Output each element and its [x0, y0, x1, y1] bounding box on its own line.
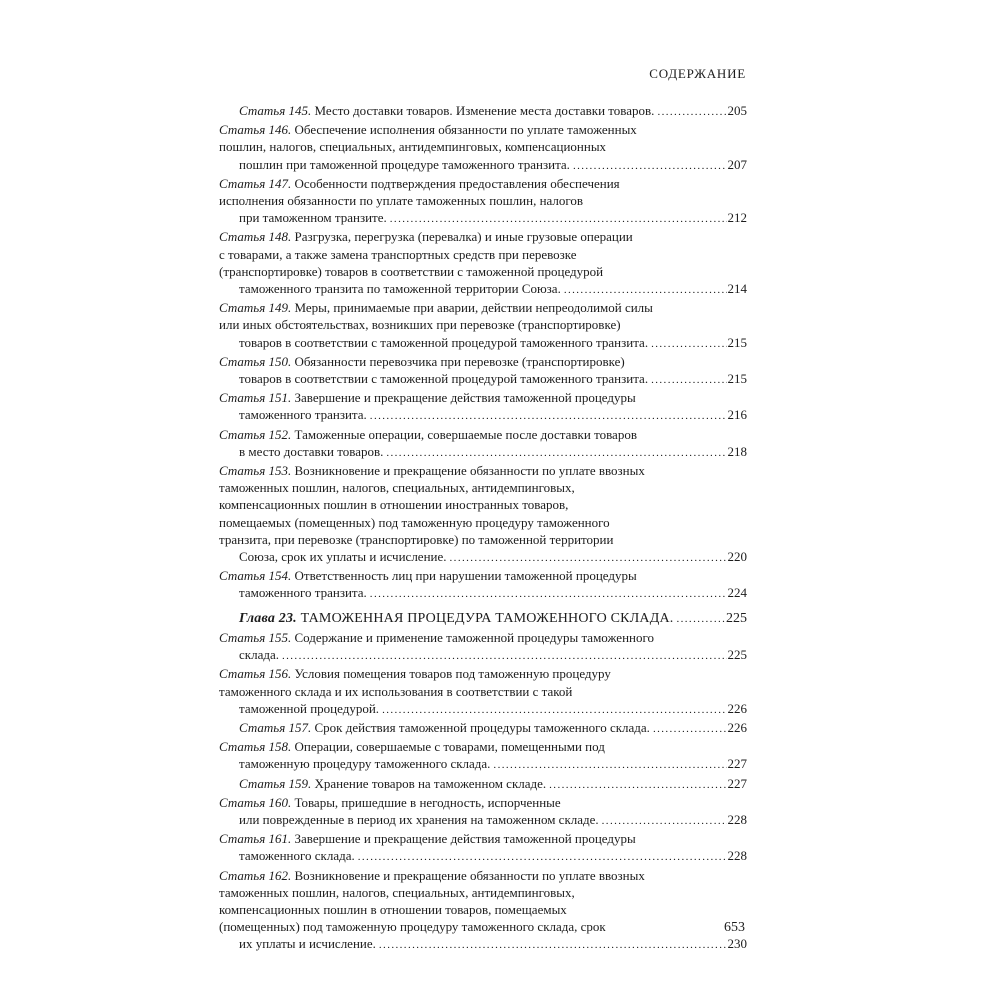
entry-title-text: компенсационных пошлин в отношении иностранных товаров, [219, 497, 569, 513]
entry-title-text: Содержание и применение таможенной процедуры таможенного [294, 629, 654, 645]
toc-entry-line [239, 334, 747, 353]
entry-page-number: 226 [727, 700, 747, 716]
dot-leader [651, 372, 726, 389]
toc-entry [219, 738, 747, 774]
entry-title-text: товаров в соответствии с таможенной процедурой таможенного транзита. [239, 371, 649, 387]
toc-entry-line [239, 847, 747, 866]
dot-leader [564, 282, 727, 299]
article-label: Статья 150. [219, 353, 292, 369]
entry-title-text: таможенных пошлин, налогов, специальных, антидемпинговых, [219, 480, 575, 496]
toc-chapter-entry [219, 610, 747, 628]
entry-title-text: таможенной процедурой. [239, 700, 380, 716]
entry-title-text: Таможенные операции, совершаемые после доставки товаров [294, 426, 637, 442]
entry-page-number: 227 [727, 756, 747, 772]
toc-entry-line [239, 280, 747, 299]
toc-entry-line [239, 610, 747, 628]
entry-page-number: 225 [726, 610, 747, 626]
entry-page-number: 228 [727, 811, 747, 827]
article-label: Статья 158. [219, 739, 292, 755]
toc-entry-line [219, 389, 747, 406]
toc-entry-line [239, 209, 747, 228]
entry-title-text: (транспортировке) товаров в соответствии с таможенной процедурой [219, 263, 604, 279]
dot-leader [382, 702, 726, 719]
entry-title-text: в место доставки товаров. [239, 443, 384, 459]
entry-title-text: с товарами, а также замена транспортных средств при перевозке [219, 246, 577, 262]
dot-leader [493, 757, 726, 774]
article-label: Статья 155. [219, 629, 292, 645]
article-label: Статья 153. [219, 463, 292, 479]
toc-entry-line [239, 584, 747, 603]
toc-entry-line [219, 867, 747, 884]
toc-entry-line [219, 531, 747, 548]
entry-page-number: 227 [727, 775, 747, 791]
toc-entry-line [219, 514, 747, 531]
entry-title-text: Меры, принимаемые при аварии, действии непреодолимой силы [294, 300, 653, 316]
toc-entry-line [219, 316, 747, 333]
entry-title-text: товаров в соответствии с таможенной процедурой таможенного транзита. [239, 334, 649, 350]
toc-entry-line [219, 299, 747, 316]
dot-leader [386, 445, 726, 462]
toc-entry-line [239, 719, 747, 738]
entry-title-text: Завершение и прекращение действия таможенной процедуры [294, 831, 636, 847]
entry-title-text: при таможенном транзите. [239, 210, 387, 226]
toc-entry [219, 175, 747, 229]
dot-leader [651, 336, 726, 353]
entry-title-text: Обязанности перевозчика при перевозке (транспортировке) [294, 353, 625, 369]
article-label: Статья 145. [239, 103, 312, 118]
entry-page-number: 225 [727, 647, 747, 663]
toc-entry [219, 719, 747, 738]
toc-entry [219, 102, 747, 121]
toc-entry-line [239, 755, 747, 774]
toc-entry [219, 567, 747, 603]
entry-title-text: Завершение и прекращение действия таможенной процедуры [294, 390, 636, 406]
entry-title-text: Хранение товаров на таможенном складе. [314, 775, 547, 791]
chapter-label: Глава 23. [239, 610, 297, 626]
entry-page-number: 214 [727, 281, 747, 297]
toc-entry [219, 228, 747, 299]
article-label: Статья 162. [219, 867, 292, 883]
toc-entry-line [239, 935, 747, 954]
entry-page-number: 230 [727, 936, 747, 952]
toc-entry [219, 775, 747, 794]
dot-leader [676, 611, 725, 628]
toc-entry-line [219, 426, 747, 443]
dot-leader [370, 408, 727, 425]
dot-leader [358, 849, 727, 866]
entry-title-text: Разгрузка, перегрузка (перевалка) и иные грузовые операции [294, 229, 633, 245]
toc-entry-line [239, 102, 747, 121]
entry-title-text: компенсационных пошлин в отношении товаров, помещаемых [219, 901, 567, 917]
entry-title-text: таможенного транзита. [239, 407, 367, 423]
entry-page-number: 205 [727, 103, 747, 118]
entry-page-number: 216 [727, 407, 747, 423]
entry-title-text: Особенности подтверждения предоставления обеспечения [294, 175, 620, 191]
entry-title-text: таможенного склада. [239, 848, 355, 864]
entry-title-text: Возникновение и прекращение обязанности по уплате ввозных [294, 867, 645, 883]
entry-title-text: пошлин при таможенной процедуре таможенного транзита. [239, 156, 570, 172]
entry-title-text: помещаемых (помещенных) под таможенную процедуру таможенного [219, 514, 610, 530]
dot-leader [573, 158, 727, 175]
toc-entry-line [239, 775, 747, 794]
entry-page-number: 207 [727, 156, 747, 172]
toc-entry-line [239, 700, 747, 719]
entry-page-number: 228 [727, 848, 747, 864]
toc-entry-line [219, 479, 747, 496]
article-label: Статья 149. [219, 300, 292, 316]
toc-entry-line [219, 683, 747, 700]
toc-entry-line [219, 263, 747, 280]
toc-entry-line [219, 496, 747, 513]
dot-leader [549, 777, 726, 794]
entry-title-text: ТАМОЖЕННАЯ ПРОЦЕДУРА ТАМОЖЕННОГО СКЛАДА. [300, 610, 674, 626]
toc-entry [219, 389, 747, 425]
toc-entry-line [239, 443, 747, 462]
table-of-contents [219, 102, 747, 955]
toc-entry [219, 629, 747, 665]
toc-entry-line [219, 567, 747, 584]
entry-title-text: Союза, срок их уплаты и исчисление. [239, 549, 447, 565]
dot-leader [390, 211, 727, 228]
article-label: Статья 147. [219, 175, 292, 191]
toc-entry-line [219, 738, 747, 755]
toc-entry-line [219, 665, 747, 682]
entry-title-text: Возникновение и прекращение обязанности по уплате ввозных [294, 463, 645, 479]
entry-title-text: Место доставки товаров. Изменение места доставки товаров. [314, 103, 655, 118]
article-label: Статья 160. [219, 794, 292, 810]
toc-entry [219, 867, 747, 955]
toc-entry-line [219, 246, 747, 263]
entry-page-number: 220 [727, 549, 747, 565]
entry-title-text: Товары, пришедшие в негодность, испорченные [294, 794, 561, 810]
toc-entry [219, 426, 747, 462]
toc-entry-line [219, 794, 747, 811]
toc-entry-line [219, 629, 747, 646]
page-number: 653 [724, 920, 745, 935]
entry-title-text: Обеспечение исполнения обязанности по уплате таможенных [294, 122, 637, 138]
entry-title-text: пошлин, налогов, специальных, антидемпинговых, компенсационных [219, 139, 607, 155]
dot-leader [653, 721, 727, 738]
entry-title-text: транзита, при перевозке (транспортировке) по таможенной территории [219, 531, 614, 547]
entry-title-text: таможенного транзита. [239, 585, 367, 601]
entry-title-text: Условия помещения товаров под таможенную процедуру [294, 666, 611, 682]
toc-entry-line [239, 156, 747, 175]
entry-title-text: таможенного склада и их использования в соответствии с такой [219, 683, 573, 699]
entry-title-text: таможенного транзита по таможенной территории Союза. [239, 281, 561, 297]
toc-entry [219, 462, 747, 567]
article-label: Статья 159. [239, 775, 312, 791]
entry-page-number: 224 [727, 585, 747, 601]
toc-entry [219, 299, 747, 353]
article-label: Статья 152. [219, 426, 292, 442]
entry-page-number: 212 [727, 210, 747, 226]
entry-title-text: Ответственность лиц при нарушении таможенной процедуры [294, 568, 637, 584]
toc-entry-line [239, 370, 747, 389]
entry-title-text: (помещенных) под таможенную процедуру таможенного склада, срок [219, 919, 606, 935]
toc-entry-line [239, 406, 747, 425]
toc-entry-line [219, 353, 747, 370]
toc-entry-line [239, 646, 747, 665]
entry-title-text: или поврежденные в период их хранения на таможенном складе. [239, 811, 599, 827]
entry-title-text: исполнения обязанности по уплате таможенных пошлин, налогов [219, 193, 584, 209]
dot-leader [657, 104, 726, 121]
dot-leader [379, 937, 727, 954]
dot-leader [282, 648, 727, 665]
entry-title-text: Операции, совершаемые с товарами, помещенными под [294, 739, 605, 755]
dot-leader [370, 586, 727, 603]
toc-entry [219, 794, 747, 830]
entry-page-number: 226 [727, 719, 747, 735]
toc-entry-line [219, 192, 747, 209]
toc-entry [219, 121, 747, 175]
entry-title-text: таможенную процедуру таможенного склада. [239, 756, 491, 772]
toc-entry-line [219, 138, 747, 155]
entry-title-text: склада. [239, 647, 279, 663]
article-label: Статья 146. [219, 122, 292, 138]
entry-page-number: 218 [727, 443, 747, 459]
running-header: СОДЕРЖАНИЕ [649, 66, 746, 81]
toc-entry-line [219, 901, 747, 918]
toc-entry-line [219, 175, 747, 192]
toc-entry [219, 353, 747, 389]
dot-leader [450, 550, 727, 567]
article-label: Статья 151. [219, 390, 292, 406]
toc-entry [219, 665, 747, 719]
entry-title-text: Срок действия таможенной процедуры таможенного склада. [314, 719, 650, 735]
toc-entry-line [219, 228, 747, 245]
article-label: Статья 157. [239, 719, 312, 735]
entry-title-text: или иных обстоятельствах, возникших при перевозке (транспортировке) [219, 317, 621, 333]
entry-page-number: 215 [727, 334, 747, 350]
article-label: Статья 148. [219, 229, 292, 245]
toc-entry-line [239, 548, 747, 567]
dot-leader [602, 813, 727, 830]
toc-entry-line [239, 811, 747, 830]
toc-entry-line [219, 121, 747, 138]
article-label: Статья 154. [219, 568, 292, 584]
entry-title-text: их уплаты и исчисление. [239, 936, 376, 952]
toc-entry-line [219, 884, 747, 901]
entry-page-number: 215 [727, 371, 747, 387]
article-label: Статья 156. [219, 666, 292, 682]
entry-title-text: таможенных пошлин, налогов, специальных, антидемпинговых, [219, 884, 575, 900]
article-label: Статья 161. [219, 831, 292, 847]
toc-entry-line [219, 462, 747, 479]
toc-entry-line [219, 830, 747, 847]
toc-entry [219, 830, 747, 866]
